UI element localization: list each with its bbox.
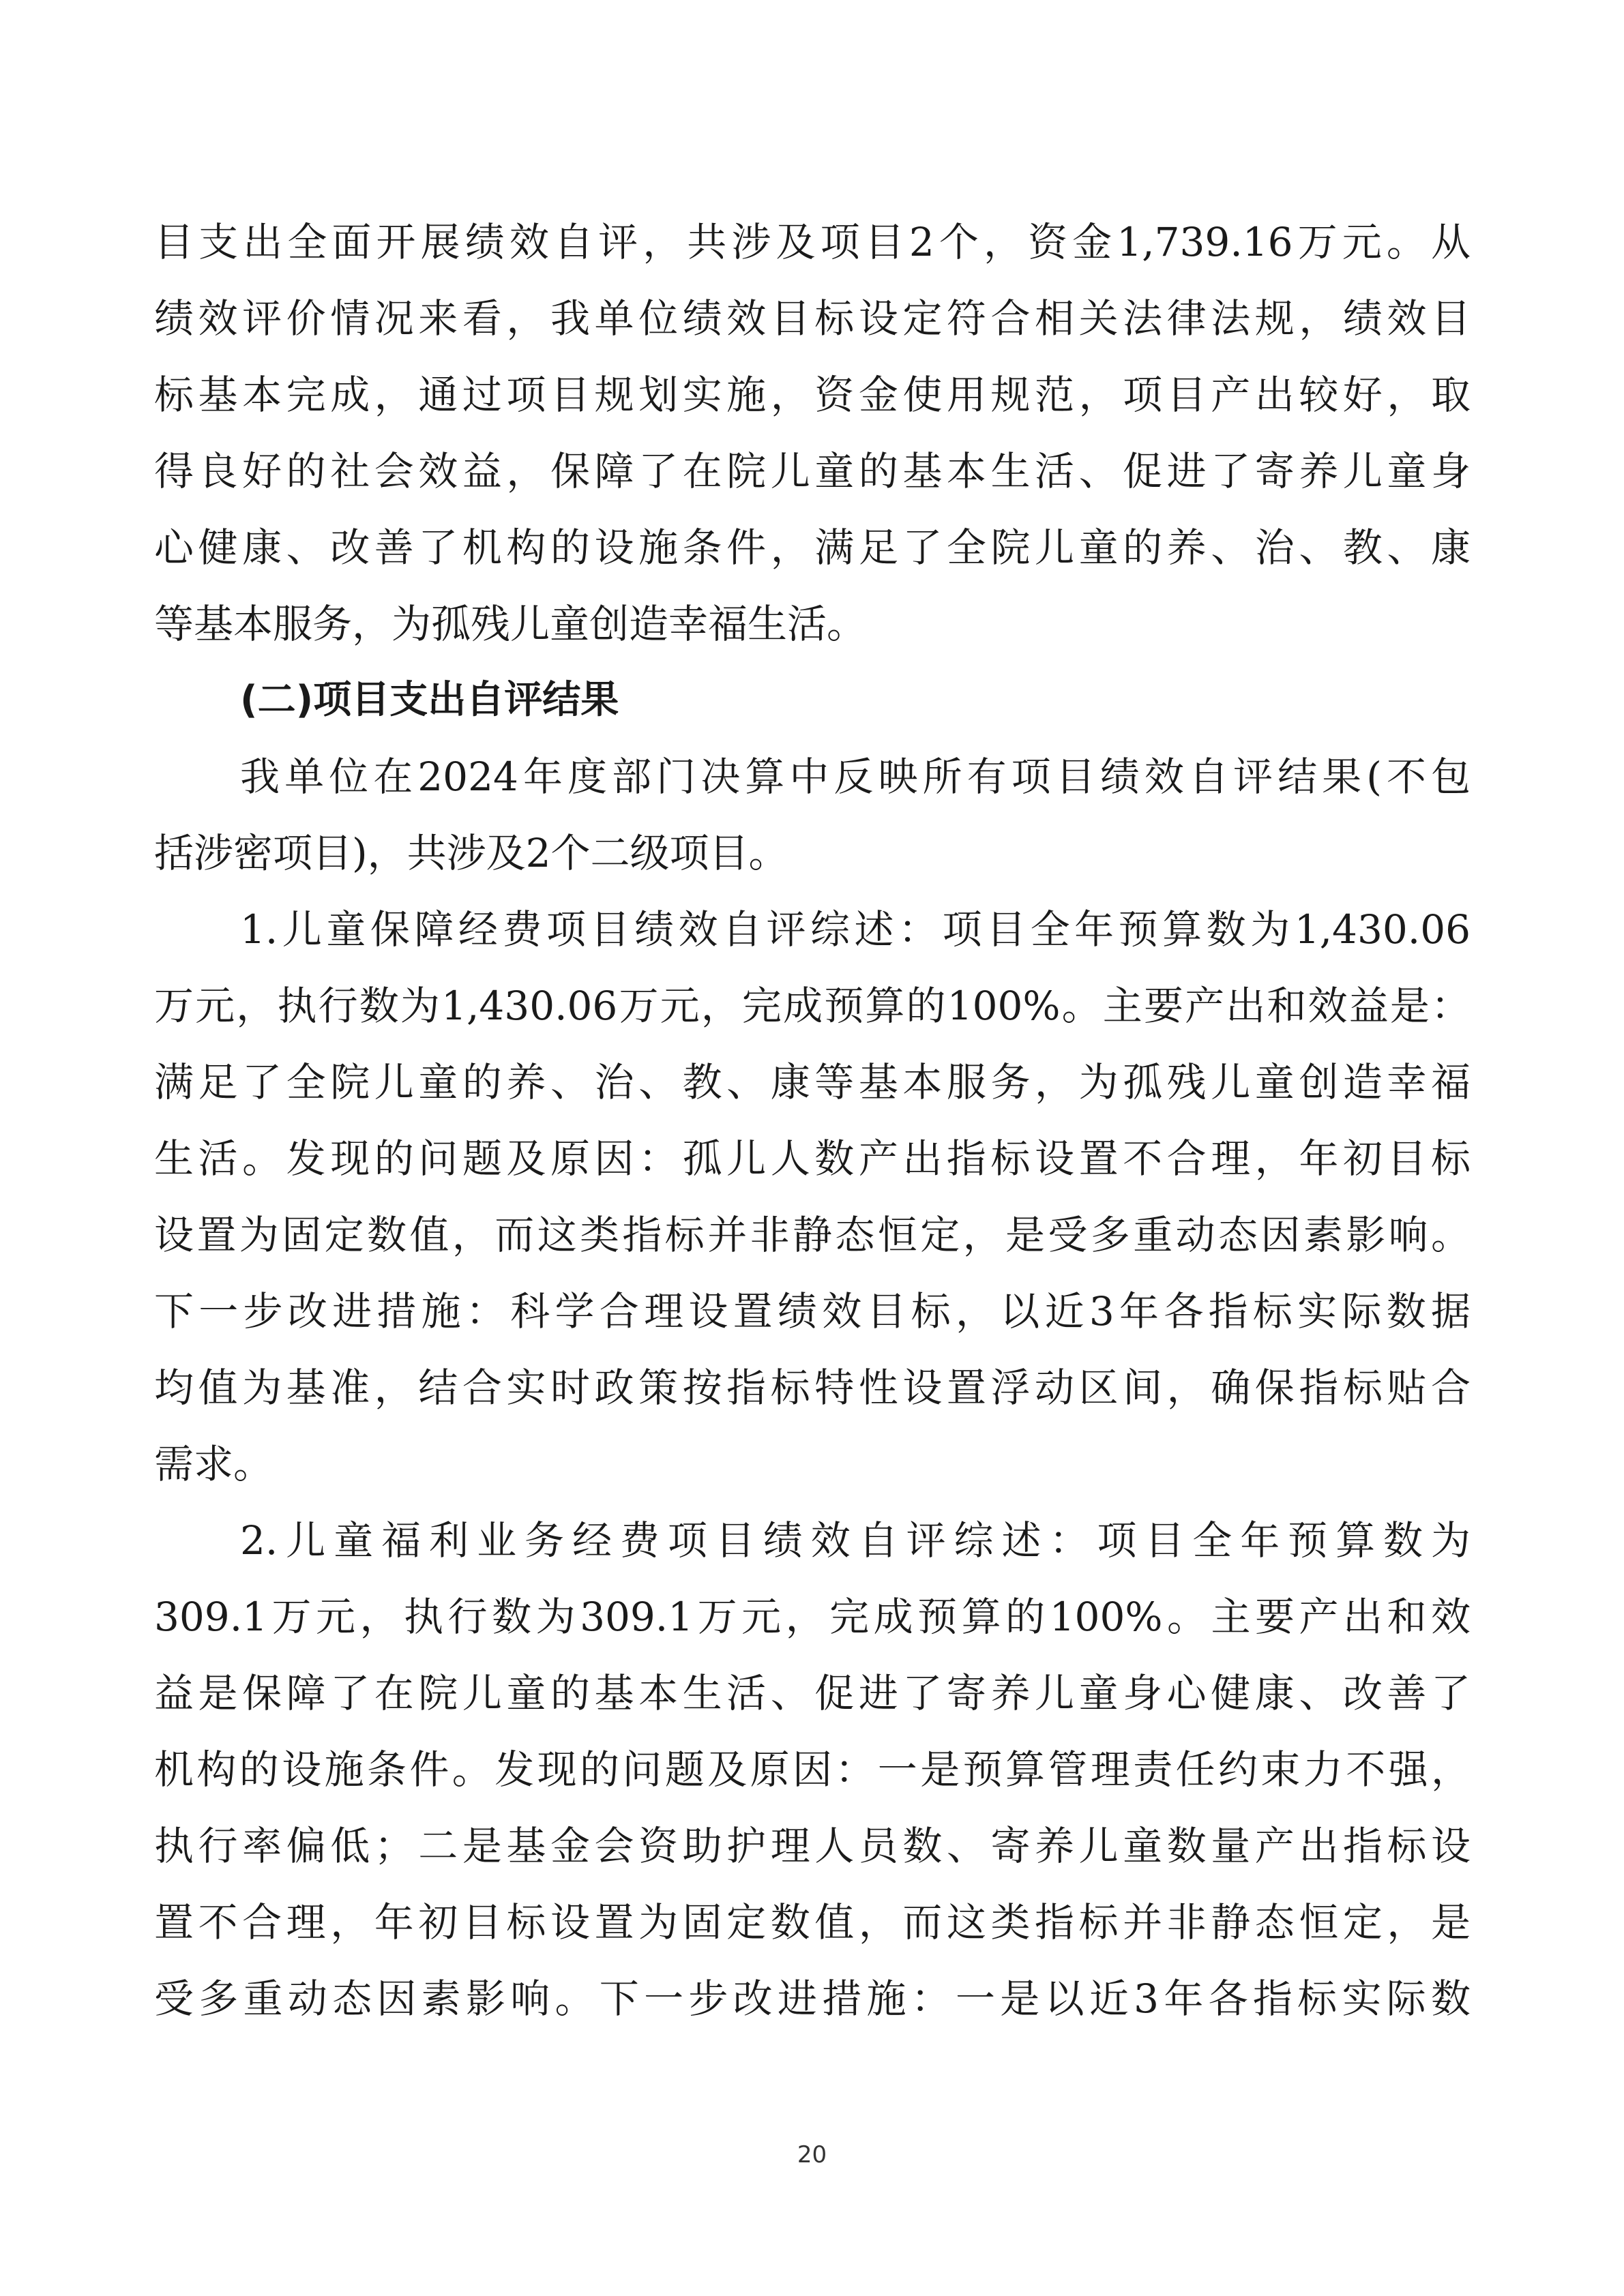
paragraph-4-line-1: 2.儿童福利业务经费项目绩效自评综述：项目全年预算数为 <box>240 1517 1471 1564</box>
paragraph-3-line-5: 设置为固定数值，而这类指标并非静态恒定，是受多重动态因素影响。 <box>154 1212 1471 1258</box>
page-number: 20 <box>797 2141 827 2168</box>
paragraph-1-line-6: 等基本服务，为孤残儿童创造幸福生活。 <box>154 601 867 647</box>
paragraph-1-line-4: 得良好的社会效益，保障了在院儿童的基本生活、促进了寄养儿童身 <box>154 448 1471 494</box>
paragraph-3-line-7: 均值为基准，结合实时政策按指标特性设置浮动区间，确保指标贴合 <box>154 1365 1471 1411</box>
paragraph-1-line-5: 心健康、改善了机构的设施条件，满足了全院儿童的养、治、教、康 <box>154 524 1471 571</box>
paragraph-1-line-2: 绩效评价情况来看，我单位绩效目标设定符合相关法律法规，绩效目 <box>154 295 1471 342</box>
section-heading: (二)项目支出自评结果 <box>240 678 619 722</box>
paragraph-3-line-6: 下一步改进措施：科学合理设置绩效目标，以近3年各指标实际数据 <box>154 1288 1471 1335</box>
paragraph-1-line-3: 标基本完成，通过项目规划实施，资金使用规范，项目产出较好，取 <box>154 372 1471 418</box>
paragraph-2-line-1: 我单位在2024年度部门决算中反映所有项目绩效自评结果(不包 <box>240 754 1471 800</box>
paragraph-4-line-2: 309.1万元，执行数为309.1万元，完成预算的100%。主要产出和效 <box>154 1594 1471 1640</box>
paragraph-4-line-7: 受多重动态因素影响。下一步改进措施：一是以近3年各指标实际数 <box>154 1976 1471 2022</box>
paragraph-3-line-1: 1.儿童保障经费项目绩效自评综述：项目全年预算数为1,430.06 <box>240 906 1471 953</box>
paragraph-4-line-5: 执行率偏低；二是基金会资助护理人员数、寄养儿童数量产出指标设 <box>154 1823 1471 1869</box>
paragraph-3-line-3: 满足了全院儿童的养、治、教、康等基本服务，为孤残儿童创造幸福 <box>154 1059 1471 1105</box>
paragraph-2-line-2: 括涉密项目)，共涉及2个二级项目。 <box>154 830 788 876</box>
paragraph-4-line-3: 益是保障了在院儿童的基本生活、促进了寄养儿童身心健康、改善了 <box>154 1670 1471 1716</box>
paragraph-4-line-6: 置不合理，年初目标设置为固定数值，而这类指标并非静态恒定，是 <box>154 1899 1471 1945</box>
paragraph-4-line-4: 机构的设施条件。发现的问题及原因：一是预算管理责任约束力不强， <box>154 1746 1471 1793</box>
paragraph-3-line-2: 万元，执行数为1,430.06万元，完成预算的100%。主要产出和效益是： <box>154 983 1471 1029</box>
paragraph-1-line-1: 目支出全面开展绩效自评，共涉及项目2个，资金1,739.16万元。从 <box>154 219 1471 265</box>
paragraph-3-line-8: 需求。 <box>154 1441 274 1487</box>
paragraph-3-line-4: 生活。发现的问题及原因：孤儿人数产出指标设置不合理，年初目标 <box>154 1135 1471 1182</box>
